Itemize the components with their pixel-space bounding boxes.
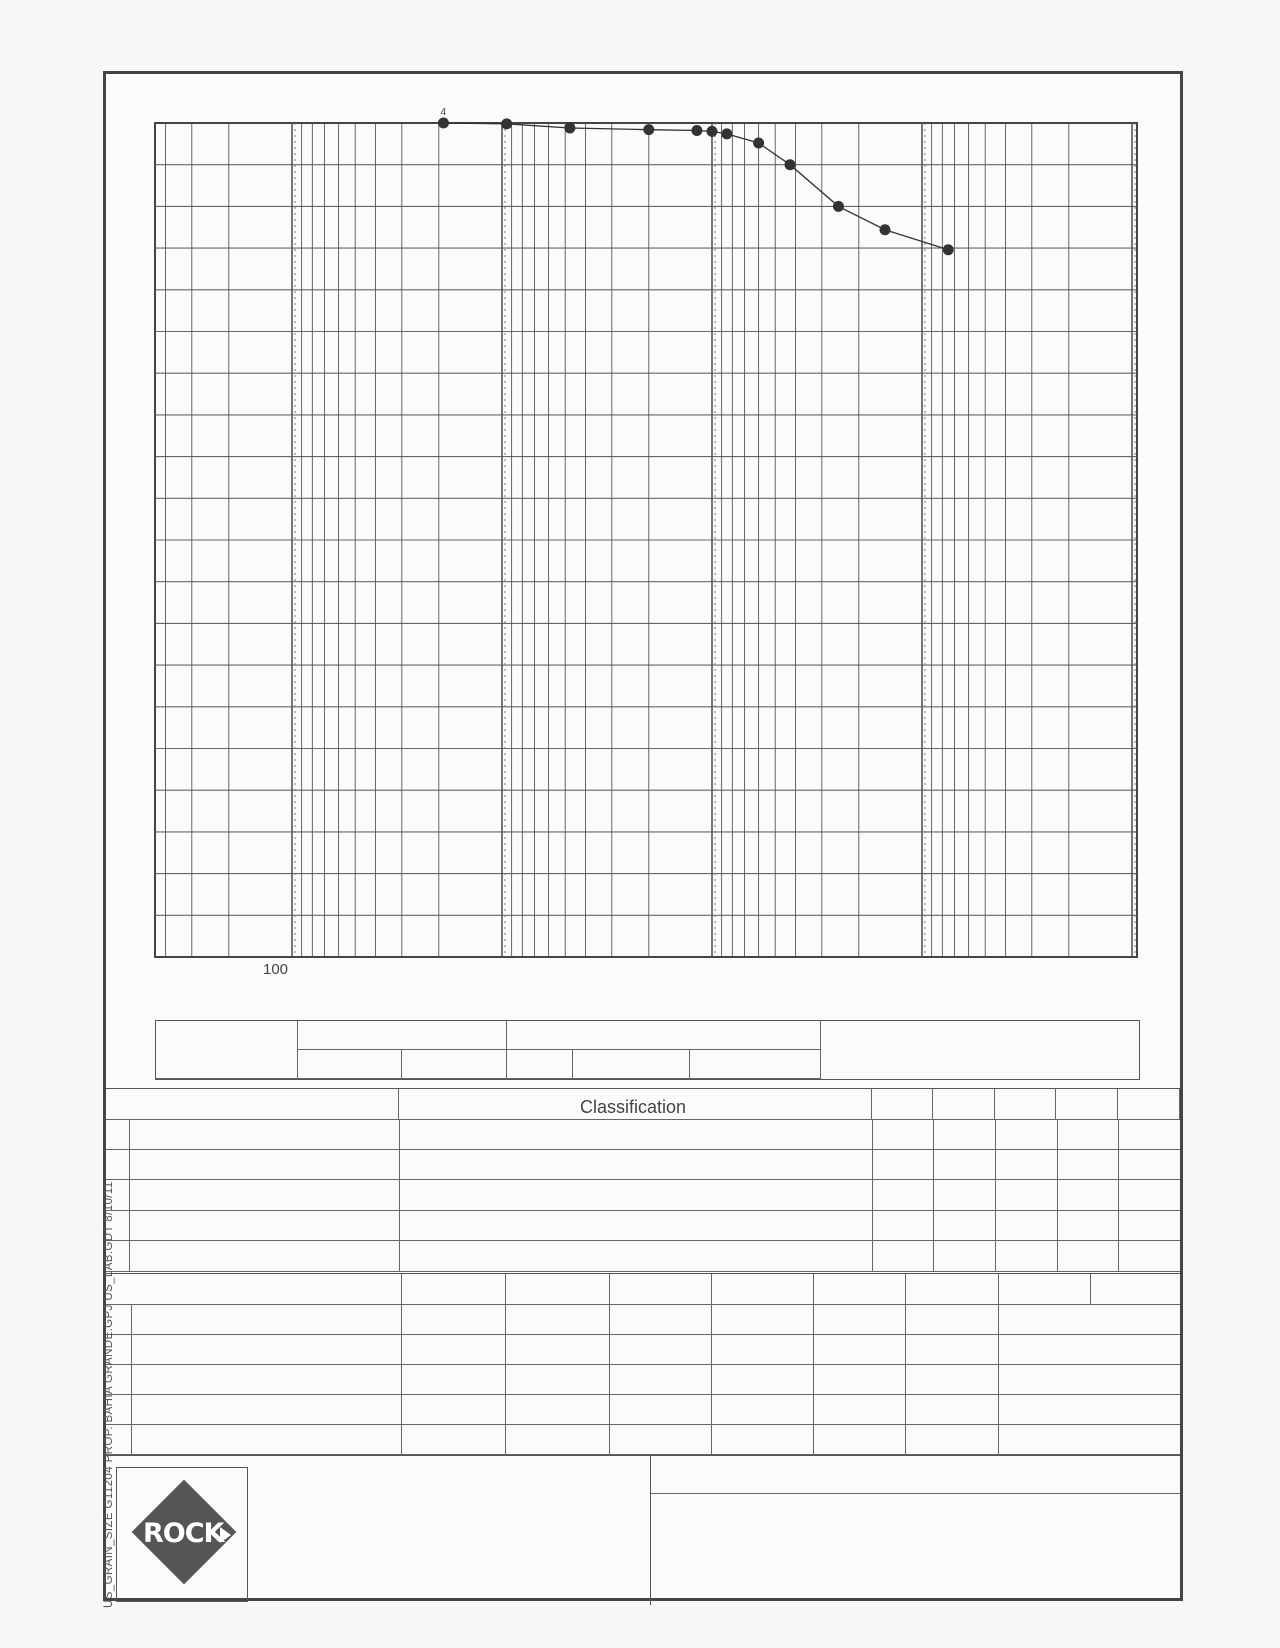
data-point [785,159,796,170]
table-cell-divider [399,1119,400,1150]
row-indicator-cell [106,1119,130,1150]
company-logo [116,1467,248,1602]
classification-header: Classification [580,1097,687,1117]
table-cell-divider [933,1180,934,1211]
table-cell-divider [872,1241,873,1272]
table-cell-divider [933,1211,934,1242]
table-cell-divider [609,1335,610,1365]
table-row [106,1150,1180,1181]
table-cell-divider [813,1425,814,1455]
logo-arrow-icon [220,1527,231,1543]
data-point [438,118,449,129]
table-cell-divider [1057,1150,1058,1181]
table-cell-divider [711,1335,712,1365]
summary-cell [298,1050,402,1079]
table-cell-divider [1118,1180,1119,1211]
table-row [106,1305,1180,1335]
side-label: US_GRAIN_SIZE G11204 PROP. BAHIA GRANDE.GPJ US_LAB.GDT 8/10/11 [103,1181,115,1608]
data-point [501,118,512,129]
table-cell-divider [711,1395,712,1425]
summary-table [155,1020,1140,1080]
table-cell-divider [399,1211,400,1242]
table-cell-divider [813,1305,814,1335]
table-cell-divider [711,1365,712,1395]
table-cell-divider [609,1425,610,1455]
table-row [106,1119,1180,1150]
table-cell-divider [995,1211,996,1242]
table-cell-divider [1090,1274,1091,1305]
table-cell-divider [1118,1150,1119,1181]
table-cell-divider [401,1395,402,1425]
table-cell-divider [813,1365,814,1395]
table-row [106,1241,1180,1272]
table-cell-divider [1057,1241,1058,1272]
table-cell-divider [995,1180,996,1211]
table-cell-divider [609,1395,610,1425]
data-point [707,126,718,137]
summary-cell [573,1050,690,1079]
table-cell-divider [1118,1241,1119,1272]
table-cell-divider [401,1365,402,1395]
table-cell-divider [505,1274,506,1305]
data-point [691,125,702,136]
x-tick-label-100: 100 [263,961,289,978]
table-cell-divider [1057,1211,1058,1242]
table-cell-divider [905,1425,906,1455]
table-cell-divider [905,1274,906,1305]
table-cell-divider [609,1365,610,1395]
table-cell-divider [905,1395,906,1425]
table-cell-divider [505,1305,506,1335]
table-row [106,1365,1180,1395]
table-cell-divider [872,1150,873,1181]
classification-header-cell [872,1089,933,1120]
table-cell-divider [905,1365,906,1395]
data-point [943,244,954,255]
table-row [106,1211,1180,1242]
summary-cell [690,1050,821,1079]
table-cell-divider [995,1241,996,1272]
table-cell-divider [872,1211,873,1242]
table-cell-divider [1057,1119,1058,1150]
table-cell-divider [998,1305,999,1335]
data-point [721,128,732,139]
summary-cell [507,1050,573,1079]
table-cell-divider [998,1365,999,1395]
table-cell-divider [995,1150,996,1181]
table-cell-divider [933,1119,934,1150]
data-point [880,224,891,235]
table-cell-divider [401,1305,402,1335]
table-cell-divider [505,1395,506,1425]
summary-cell [298,1021,507,1050]
data-point [753,138,764,149]
logo-text: ROCK [143,1518,224,1549]
data-point [643,124,654,135]
table-row [106,1395,1180,1425]
table-cell-divider [905,1335,906,1365]
table-cell-divider [399,1241,400,1272]
table-cell-divider [905,1305,906,1335]
table-cell-divider [998,1274,999,1305]
table-row [106,1335,1180,1365]
data-annotation: 4 [440,107,447,118]
data-point [564,123,575,134]
classification-header-cell [933,1089,995,1120]
table-cell-divider [1057,1180,1058,1211]
table-cell-divider [933,1241,934,1272]
results-bottom-border [106,1455,651,1456]
table-cell-divider [813,1335,814,1365]
table-cell-divider [401,1425,402,1455]
classification-header-cell [1118,1089,1180,1120]
footer-title-box [650,1455,1180,1605]
series-line [443,123,948,250]
table-cell-divider [1118,1119,1119,1150]
table-cell-divider [505,1335,506,1365]
table-cell-divider [399,1150,400,1181]
table-cell-divider [872,1180,873,1211]
table-cell-divider [399,1180,400,1211]
table-cell-divider [813,1395,814,1425]
table-cell-divider [401,1274,402,1305]
row-indicator-cell [106,1150,130,1181]
table-cell-divider [995,1119,996,1150]
summary-cell [507,1021,821,1050]
table-row [106,1180,1180,1211]
data-point [833,201,844,212]
summary-cell [156,1021,298,1079]
summary-cell [402,1050,507,1079]
table-cell-divider [711,1425,712,1455]
table-cell-divider [998,1425,999,1455]
table-cell-divider [505,1425,506,1455]
table-cell-divider [998,1395,999,1425]
table-cell-divider [872,1119,873,1150]
table-cell-divider [1118,1211,1119,1242]
table-cell-divider [609,1305,610,1335]
table-cell-divider [711,1305,712,1335]
classification-header-cell [995,1089,1056,1120]
results-header-row [106,1274,1180,1305]
classification-header-cell [1056,1089,1118,1120]
table-row [106,1425,1180,1455]
table-cell-divider [609,1274,610,1305]
classification-header-cell [106,1089,399,1120]
table-cell-divider [505,1365,506,1395]
table-cell-divider [813,1274,814,1305]
table-cell-divider [933,1150,934,1181]
table-cell-divider [998,1335,999,1365]
table-cell-divider [711,1274,712,1305]
table-cell-divider [401,1335,402,1365]
